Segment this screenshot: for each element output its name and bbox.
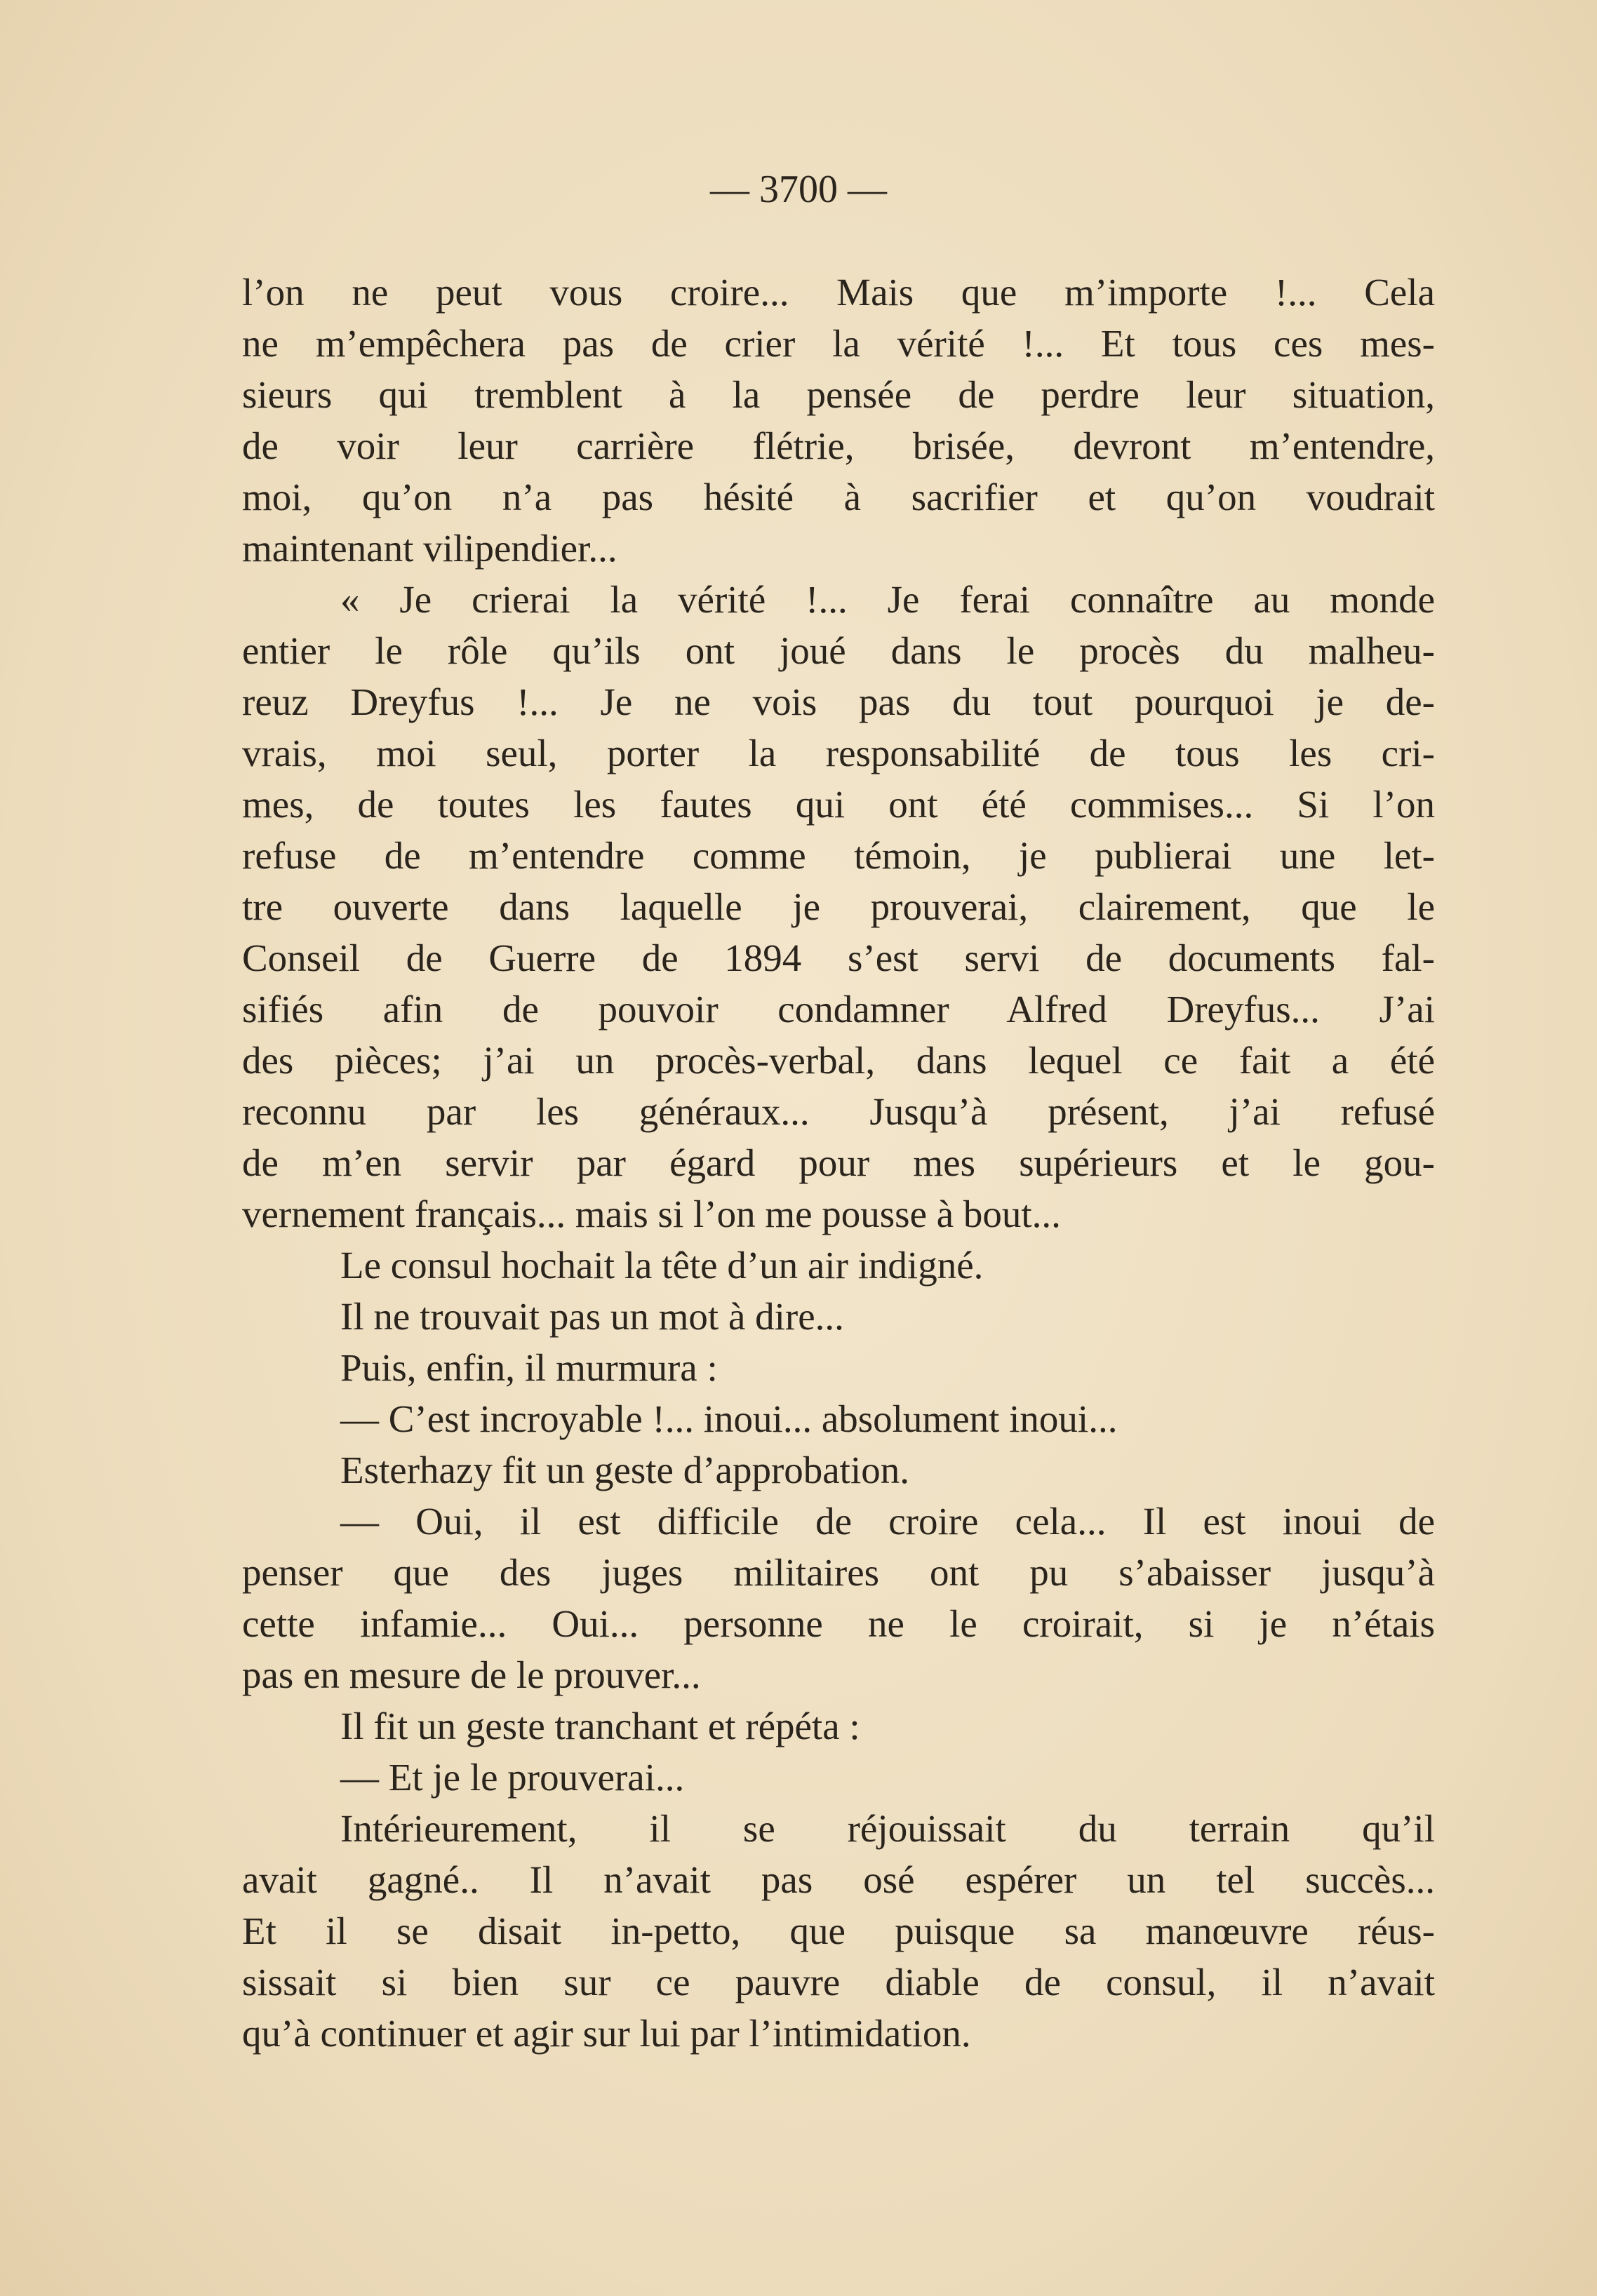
text-line: entier le rôle qu’ils ont joué dans le procès du malheu- [242,629,1435,672]
text-line: reconnu par les généraux... Jusqu’à présent, j’ai refusé [242,1090,1435,1133]
text-line: de voir leur carrière flétrie, brisée, devront m’entendre, [242,424,1435,467]
text-line: Puis, enfin, il murmura : [340,1346,718,1389]
text-line: Intérieurement, il se réjouissait du terrain qu’il [340,1807,1435,1850]
text-line: — C’est incroyable !... inoui... absolument inoui... [340,1397,1118,1440]
text-line: mes, de toutes les fautes qui ont été commises... Si l’on [242,783,1435,826]
text-line: pas en mesure de le prouver... [242,1653,701,1696]
text-line: tre ouverte dans laquelle je prouverai, clairement, que le [242,885,1435,928]
text-line: cette infamie... Oui... personne ne le croirait, si je n’étais [242,1602,1435,1645]
text-line: Esterhazy fit un geste d’approbation. [340,1449,909,1491]
text-line: sieurs qui tremblent à la pensée de perdre leur situation, [242,373,1435,416]
text-line: l’on ne peut vous croire... Mais que m’importe !... Cela [242,271,1435,314]
text-line: des pièces; j’ai un procès-verbal, dans lequel ce fait a été [242,1039,1435,1082]
text-line: sissait si bien sur ce pauvre diable de consul, il n’avait [242,1961,1435,2003]
text-line: vernement français... mais si l’on me pousse à bout... [242,1193,1061,1235]
page-number: — 3700 — [710,168,887,211]
text-line: ne m’empêchera pas de crier la vérité !... Et tous ces mes- [242,322,1435,365]
text-line: vrais, moi seul, porter la responsabilité de tous les cri- [242,732,1435,774]
text-line: moi, qu’on n’a pas hésité à sacrifier et qu’on voudrait [242,476,1435,518]
body-text [242,267,1435,2059]
text-line: Et il se disait in-petto, que puisque sa manœuvre réus- [242,1909,1435,1952]
text-line: qu’à continuer et agir sur lui par l’intimidation. [242,2012,971,2055]
text-line: Il fit un geste tranchant et répéta : [340,1705,860,1747]
text-line: — Et je le prouverai... [340,1756,685,1799]
text-line: penser que des juges militaires ont pu s’abaisser jusqu’à [242,1551,1435,1594]
text-line: avait gagné.. Il n’avait pas osé espérer un tel succès... [242,1858,1435,1901]
text-line: reuz Dreyfus !... Je ne vois pas du tout pourquoi je de- [242,680,1435,723]
text-line: Conseil de Guerre de 1894 s’est servi de documents fal- [242,936,1435,979]
text-line: — Oui, il est difficile de croire cela... Il est inoui de [340,1500,1435,1543]
text-line: Le consul hochait la tête d’un air indigné. [340,1244,984,1287]
text-line: « Je crierai la vérité !... Je ferai connaître au monde [340,578,1435,621]
text-line: de m’en servir par égard pour mes supérieurs et le gou- [242,1141,1435,1184]
text-line: sifiés afin de pouvoir condamner Alfred Dreyfus... J’ai [242,988,1435,1030]
text-line: maintenant vilipendier... [242,527,617,570]
text-line: Il ne trouvait pas un mot à dire... [340,1295,844,1338]
text-line: refuse de m’entendre comme témoin, je publierai une let- [242,834,1435,877]
